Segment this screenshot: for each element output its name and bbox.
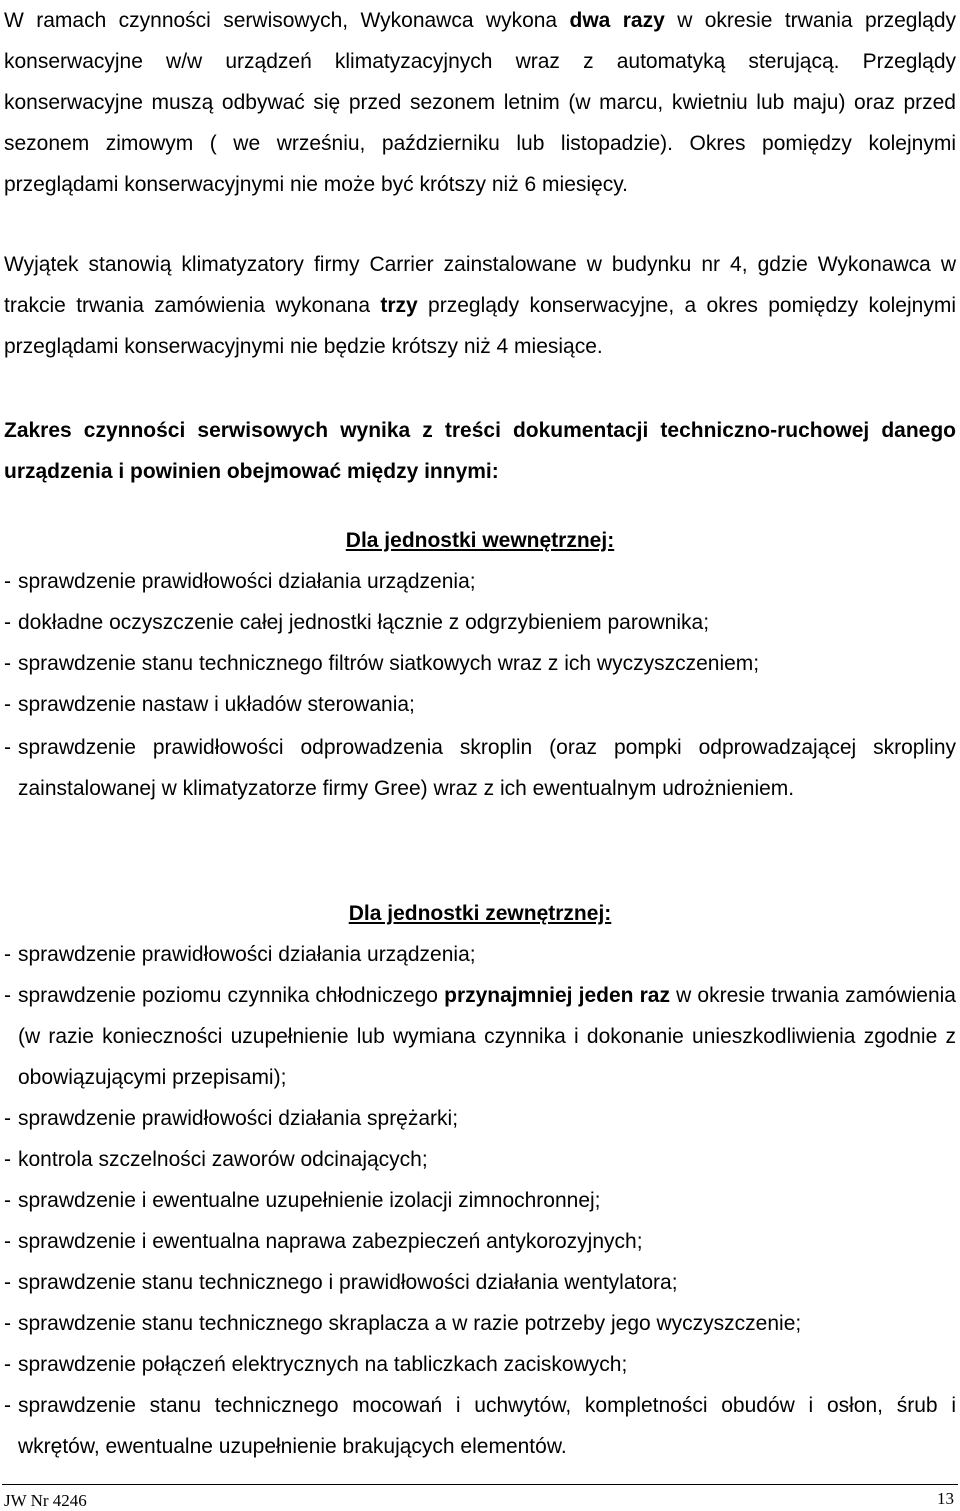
heading-external-unit: Dla jednostki zewnętrznej: [348,902,612,925]
paragraph-bold-text: trzy [380,294,418,317]
list-item: - sprawdzenie prawidłowości działania urządzenia; [4,943,476,966]
paragraph-text: Wyjątek stanowią klimatyzatory firmy Carrier zainstalowane w budynku nr 4, gdzie Wykonawca w trakcie trwania zamówienia wykonana [4,253,956,317]
paragraph-text: w okresie trwania przeglądy konserwacyjne w/w urządzeń klimatyzacyjnych wraz z automatyką sterującą. Przeglądy konserwacyjne muszą odbywać się przed sezonem letnim (w marcu, kwietniu lub maju) oraz przed sezonem zimowym ( we wrześniu, październiku lub listopadzie). Okres pomiędzy kolejnymi przeglądami konserwacyjnymi nie może być krótszy niż 6 miesięcy. [4,9,956,196]
heading-internal-unit: Dla jednostki wewnętrznej: [345,529,615,552]
list-item: - kontrola szczelności zaworów odcinających; [4,1148,428,1171]
paragraph-scope [4,410,956,492]
paragraph-bold-text: dwa razy [569,9,665,32]
footer-divider [2,1484,958,1485]
list-item: - sprawdzenie stanu technicznego mocowań i uchwytów, kompletności obudów i osłon, śrub i wkrętów, ewentualne uzupełnienie brakujących elementów. [4,1394,956,1458]
list-item: - sprawdzenie nastaw i układów sterowania; [4,693,415,716]
list-item: - dokładne oczyszczenie całej jednostki łącznie z odgrzybieniem parownika; [4,611,710,634]
page-number: 13 [937,1489,954,1508]
list-item: - sprawdzenie stanu technicznego i prawidłowości działania wentylatora; [4,1271,678,1294]
footer-doc-number: JW Nr 4246 [4,1491,87,1510]
list-item: - sprawdzenie poziomu czynnika chłodniczego przynajmniej jeden raz w okresie trwania zamówienia (w razie konieczności uzupełnienie lub wymiana czynnika i dokonanie unieszkodliwienia zgodnie z obowiązującymi przepisami); [4,984,956,1089]
list-item: - sprawdzenie połączeń elektrycznych na tabliczkach zaciskowych; [4,1353,628,1376]
list-item: - sprawdzenie stanu technicznego skraplacza a w razie potrzeby jego wyczyszczenie; [4,1312,802,1335]
paragraph-service-schedule [4,0,956,205]
list-item: - sprawdzenie stanu technicznego filtrów siatkowych wraz z ich wyczyszczeniem; [4,652,760,675]
list-item: - sprawdzenie prawidłowości działania sprężarki; [4,1107,459,1130]
paragraph-text: przeglądy konserwacyjne, a okres pomiędzy kolejnymi przeglądami konserwacyjnymi nie będzie krótszy niż 4 miesiące. [4,294,956,358]
paragraph-bold-text: Zakres czynności serwisowych wynika z treści dokumentacji techniczno-ruchowej danego urządzenia i powinien obejmować między innymi: [4,419,956,483]
list-item: - sprawdzenie i ewentualna naprawa zabezpieczeń antykorozyjnych; [4,1230,643,1253]
list-item: - sprawdzenie prawidłowości działania urządzenia; [4,570,476,593]
paragraph-text: W ramach czynności serwisowych, Wykonawca wykona [4,9,570,32]
list-item: - sprawdzenie prawidłowości odprowadzenia skroplin (oraz pompki odprowadzającej skropliny zainstalowanej w klimatyzatorze firmy Gree) wraz z ich ewentualnym udrożnieniem. [4,736,956,800]
list-item: - sprawdzenie i ewentualne uzupełnienie izolacji zimnochronnej; [4,1189,601,1212]
paragraph-carrier-exception [4,244,956,367]
